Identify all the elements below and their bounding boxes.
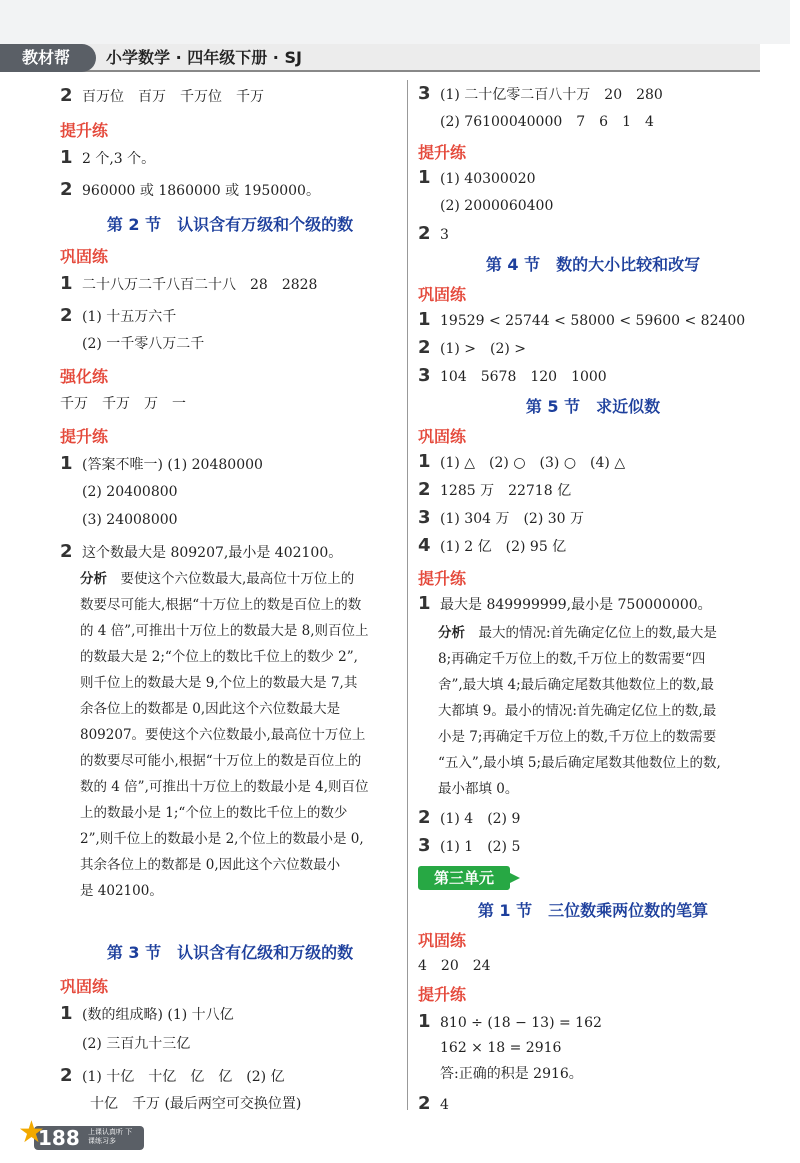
analysis-line: 的数要尽可能小,根据“十万位上的数是百位上的 xyxy=(80,753,362,769)
answer-row xyxy=(418,1012,602,1033)
answer-text: 104 5678 120 1000 xyxy=(440,369,607,385)
answer-line: (2) 一千零八万二千 xyxy=(82,336,205,352)
question-number: 3 xyxy=(418,507,431,528)
answer-text: 2 个,3 个。 xyxy=(82,151,156,167)
book-title: 小学数学 · 四年级下册 · SJ xyxy=(106,48,302,67)
question-number: 2 xyxy=(418,479,431,500)
question-number: 1 xyxy=(418,1011,431,1032)
page-header xyxy=(0,0,800,72)
answer-line: 十亿 千万 (最后两空可交换位置) xyxy=(90,1096,302,1112)
analysis-label: 分析 xyxy=(80,571,107,587)
answer-row xyxy=(418,452,625,473)
analysis-line: 最小都填 0。 xyxy=(438,781,519,797)
answer-row xyxy=(418,84,663,105)
answer-row xyxy=(60,86,264,107)
answer-text: (1) 40300020 xyxy=(440,171,536,187)
question-number: 1 xyxy=(60,453,73,474)
answer-text: (1) 4 (2) 9 xyxy=(440,811,521,827)
footer-slogan: 上课认真听 下课练习多 xyxy=(88,1128,133,1145)
question-number: 3 xyxy=(418,835,431,856)
analysis-line: 2”,则千位上的数最小是 2,个位上的数最小是 0, xyxy=(80,831,364,847)
question-number: 1 xyxy=(60,273,73,294)
answer-row xyxy=(60,274,317,295)
answer-row xyxy=(418,480,571,501)
answer-text: 4 xyxy=(440,1097,449,1113)
question-number: 1 xyxy=(418,451,431,472)
question-number: 1 xyxy=(60,1003,73,1024)
answer-text: 810 ÷ (18 − 13) = 162 xyxy=(440,1015,602,1031)
analysis-line: 则千位上的数最大是 9,个位上的数最大是 7,其 xyxy=(80,675,358,691)
section-heading: 第 2 节 认识含有万级和个级的数 xyxy=(106,215,354,234)
question-number: 4 xyxy=(418,535,431,556)
question-number: 1 xyxy=(418,167,431,188)
level-heading: 提升练 xyxy=(418,569,467,588)
analysis-line: 小是 7;再确定千万位上的数,千万位上的数需要 xyxy=(438,729,717,745)
analysis-line: 8;再确定千万位上的数,千万位上的数需要“四 xyxy=(438,651,706,667)
answer-row xyxy=(60,454,263,475)
answer-line: (3) 24008000 xyxy=(82,512,178,528)
analysis-line xyxy=(438,620,721,646)
answer-line: (2) 三百九十三亿 xyxy=(82,1036,191,1052)
answer-text: (数的组成略) (1) 十八亿 xyxy=(82,1007,234,1023)
answer-text: (1) 304 万 (2) 30 万 xyxy=(440,511,584,527)
answer-text: (1) > (2) > xyxy=(440,341,527,357)
answer-row xyxy=(418,508,584,529)
analysis-line: 是 402100。 xyxy=(80,883,163,899)
answer-row xyxy=(418,536,566,557)
answer-text: (1) 十亿 十亿 亿 亿 (2) 亿 xyxy=(82,1069,285,1085)
question-number: 3 xyxy=(418,365,431,386)
answer-text: (1) 二十亿零二百八十万 20 280 xyxy=(440,87,663,103)
unit-badge: 第三单元 xyxy=(418,866,510,890)
star-icon: ★ xyxy=(18,1115,45,1150)
analysis-line: 数的 4 倍”,可推出十万位上的数最小是 4,则百位 xyxy=(80,779,369,795)
level-heading: 提升练 xyxy=(418,985,467,1004)
analysis-line: 大都填 9。最小的情况:首先确定亿位上的数,最 xyxy=(438,703,717,719)
answer-line: (2) 2000060400 xyxy=(440,198,554,214)
answer-row xyxy=(60,542,342,563)
answer-line: 162 × 18 = 2916 xyxy=(440,1040,562,1056)
question-number: 2 xyxy=(418,337,431,358)
level-heading: 巩固练 xyxy=(60,247,109,266)
book-tag: 教材帮 xyxy=(0,44,96,72)
answer-line: 4 20 24 xyxy=(418,958,491,974)
question-number: 2 xyxy=(60,179,73,200)
question-number: 1 xyxy=(60,147,73,168)
answer-row xyxy=(60,306,176,327)
section-heading: 第 4 节 数的大小比较和改写 xyxy=(485,255,701,274)
answer-row xyxy=(418,168,536,189)
answer-row xyxy=(418,310,745,331)
answer-text: 二十八万二千八百二十八 28 2828 xyxy=(82,277,318,293)
analysis-block xyxy=(438,620,721,802)
level-heading: 提升练 xyxy=(60,427,109,446)
level-heading: 强化练 xyxy=(60,367,109,386)
level-heading: 巩固练 xyxy=(418,427,467,446)
question-number: 1 xyxy=(418,309,431,330)
analysis-line: 的数最大是 2;“个位上的数比千位上的数少 2”, xyxy=(80,649,358,665)
answer-text: 960000 或 1860000 或 1950000。 xyxy=(82,183,320,199)
analysis-label: 分析 xyxy=(438,625,465,641)
answer-text: 这个数最大是 809207,最小是 402100。 xyxy=(82,545,343,561)
answer-line: (2) 76100040000 7 6 1 4 xyxy=(440,114,654,130)
answer-row xyxy=(418,594,712,615)
question-number: 2 xyxy=(60,541,73,562)
question-number: 2 xyxy=(418,807,431,828)
answer-text: (1) 2 亿 (2) 95 亿 xyxy=(440,539,567,555)
answer-text: 百万位 百万 千万位 千万 xyxy=(82,89,264,105)
question-number: 2 xyxy=(418,1093,431,1114)
section-heading: 第 1 节 三位数乘两位数的笔算 xyxy=(477,901,709,920)
analysis-block xyxy=(80,566,369,904)
analysis-line: 余各位上的数都是 0,因此这个六位数最大是 xyxy=(80,701,341,717)
level-heading: 巩固练 xyxy=(418,285,467,304)
question-number: 2 xyxy=(60,1065,73,1086)
answer-text: (1) △ (2) ○ (3) ○ (4) △ xyxy=(440,455,626,471)
answer-line: 千万 千万 万 一 xyxy=(60,396,186,412)
analysis-text: 要使这个六位数最大,最高位十万位上的 xyxy=(120,571,355,587)
page-footer xyxy=(0,1112,800,1163)
analysis-line: 上的数最小是 1;“个位上的数比千位上的数少 xyxy=(80,805,348,821)
level-heading: 巩固练 xyxy=(418,931,467,950)
analysis-line: 舍”,最大填 4;最后确定尾数其他数位上的数,最 xyxy=(438,677,714,693)
question-number: 2 xyxy=(60,85,73,106)
answer-line: (2) 20400800 xyxy=(82,484,178,500)
question-number: 2 xyxy=(60,305,73,326)
analysis-line: 的 4 倍”,可推出十万位上的数最大是 8,则百位上 xyxy=(80,623,369,639)
answer-text: 1285 万 22718 亿 xyxy=(440,483,572,499)
answer-text: (1) 十五万六千 xyxy=(82,309,177,325)
analysis-line: “五入”,最小填 5;最后确定尾数其他数位上的数, xyxy=(438,755,721,771)
analysis-text: 最大的情况:首先确定亿位上的数,最大是 xyxy=(478,625,717,641)
answer-row xyxy=(60,180,320,201)
answer-text: 19529 < 25744 < 58000 < 59600 < 82400 xyxy=(440,313,746,329)
question-number: 1 xyxy=(418,593,431,614)
answer-row xyxy=(60,1066,285,1087)
answer-text: (1) 1 (2) 5 xyxy=(440,839,521,855)
header-band xyxy=(0,0,790,44)
analysis-line: 809207。要使这个六位数最小,最高位十万位上 xyxy=(80,727,366,743)
question-number: 3 xyxy=(418,83,431,104)
answer-row xyxy=(418,224,449,245)
answer-row xyxy=(60,148,155,169)
answer-text: 3 xyxy=(440,227,449,243)
answer-row xyxy=(418,836,520,857)
answer-row xyxy=(418,808,520,829)
page-number: 188 xyxy=(38,1126,80,1150)
answer-text: 最大是 849999999,最小是 750000000。 xyxy=(440,597,712,613)
answer-line: 答:正确的积是 2916。 xyxy=(440,1066,583,1082)
level-heading: 巩固练 xyxy=(60,977,109,996)
level-heading: 提升练 xyxy=(60,121,109,140)
column-divider xyxy=(407,80,408,1110)
analysis-line: 数要尽可能大,根据“十万位上的数是百位上的数 xyxy=(80,597,362,613)
answer-row xyxy=(418,366,607,387)
section-heading: 第 3 节 认识含有亿级和万级的数 xyxy=(106,943,354,962)
answer-text: (答案不唯一) (1) 20480000 xyxy=(82,457,263,473)
answer-row xyxy=(418,338,526,359)
section-heading: 第 5 节 求近似数 xyxy=(525,397,661,416)
answer-row xyxy=(60,1004,234,1025)
analysis-line: 其余各位上的数都是 0,因此这个六位数最小 xyxy=(80,857,341,873)
level-heading: 提升练 xyxy=(418,143,467,162)
analysis-line xyxy=(80,566,369,592)
question-number: 2 xyxy=(418,223,431,244)
